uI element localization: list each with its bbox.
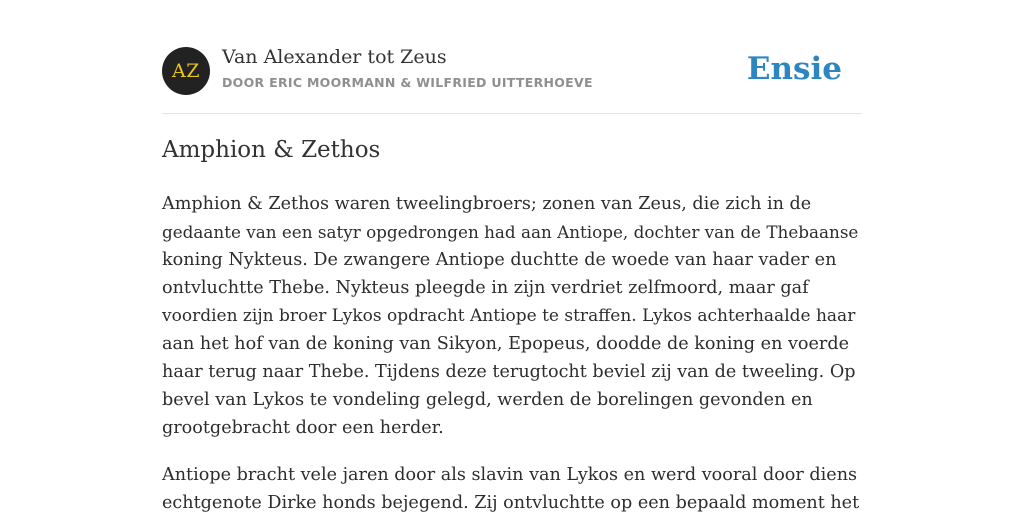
paragraph bbox=[162, 190, 862, 442]
header bbox=[162, 46, 862, 96]
text-line: bevel van Lykos te vondeling gelegd, werden de borelingen gevonden en bbox=[162, 390, 813, 410]
text-line: grootgebracht door een herder. bbox=[162, 418, 444, 438]
avatar[interactable]: AZ bbox=[162, 47, 210, 95]
text-line: haar terug naar Thebe. Tijdens deze terugtocht beviel zij van de tweeling. Op bbox=[162, 362, 856, 382]
text-line: gedaante van een satyr opgedrongen had aan Antiope, dochter van de Thebaanse bbox=[162, 222, 859, 242]
book-authors: DOOR ERIC MOORMANN & WILFRIED UITTERHOEVE bbox=[222, 75, 593, 90]
article-title: Amphion & Zethos bbox=[162, 137, 381, 163]
text-line: voordien zijn broer Lykos opdracht Antiope te straffen. Lykos achterhaalde haar bbox=[162, 306, 856, 326]
text-line: echtgenote Dirke honds bejegend. Zij ontvluchtte op een bepaald moment het bbox=[162, 493, 860, 512]
article-body bbox=[162, 190, 862, 512]
text-line: koning Nykteus. De zwangere Antiope duchtte de woede van haar vader en bbox=[162, 250, 837, 270]
book-title[interactable]: Van Alexander tot Zeus bbox=[222, 46, 447, 68]
text-line: Amphion & Zethos waren tweelingbroers; zonen van Zeus, die zich in de bbox=[162, 194, 812, 214]
header-divider bbox=[162, 113, 862, 114]
text-line: Antiope bracht vele jaren door als slavin van Lykos en werd vooral door diens bbox=[162, 465, 858, 485]
text-line: ontvluchtte Thebe. Nykteus pleegde in zijn verdriet zelfmoord, maar gaf bbox=[162, 278, 809, 298]
brand-logo[interactable]: Ensie bbox=[746, 51, 842, 87]
paragraph bbox=[162, 461, 862, 512]
text-line: aan het hof van de koning van Sikyon, Epopeus, doodde de koning en voerde bbox=[162, 334, 850, 354]
